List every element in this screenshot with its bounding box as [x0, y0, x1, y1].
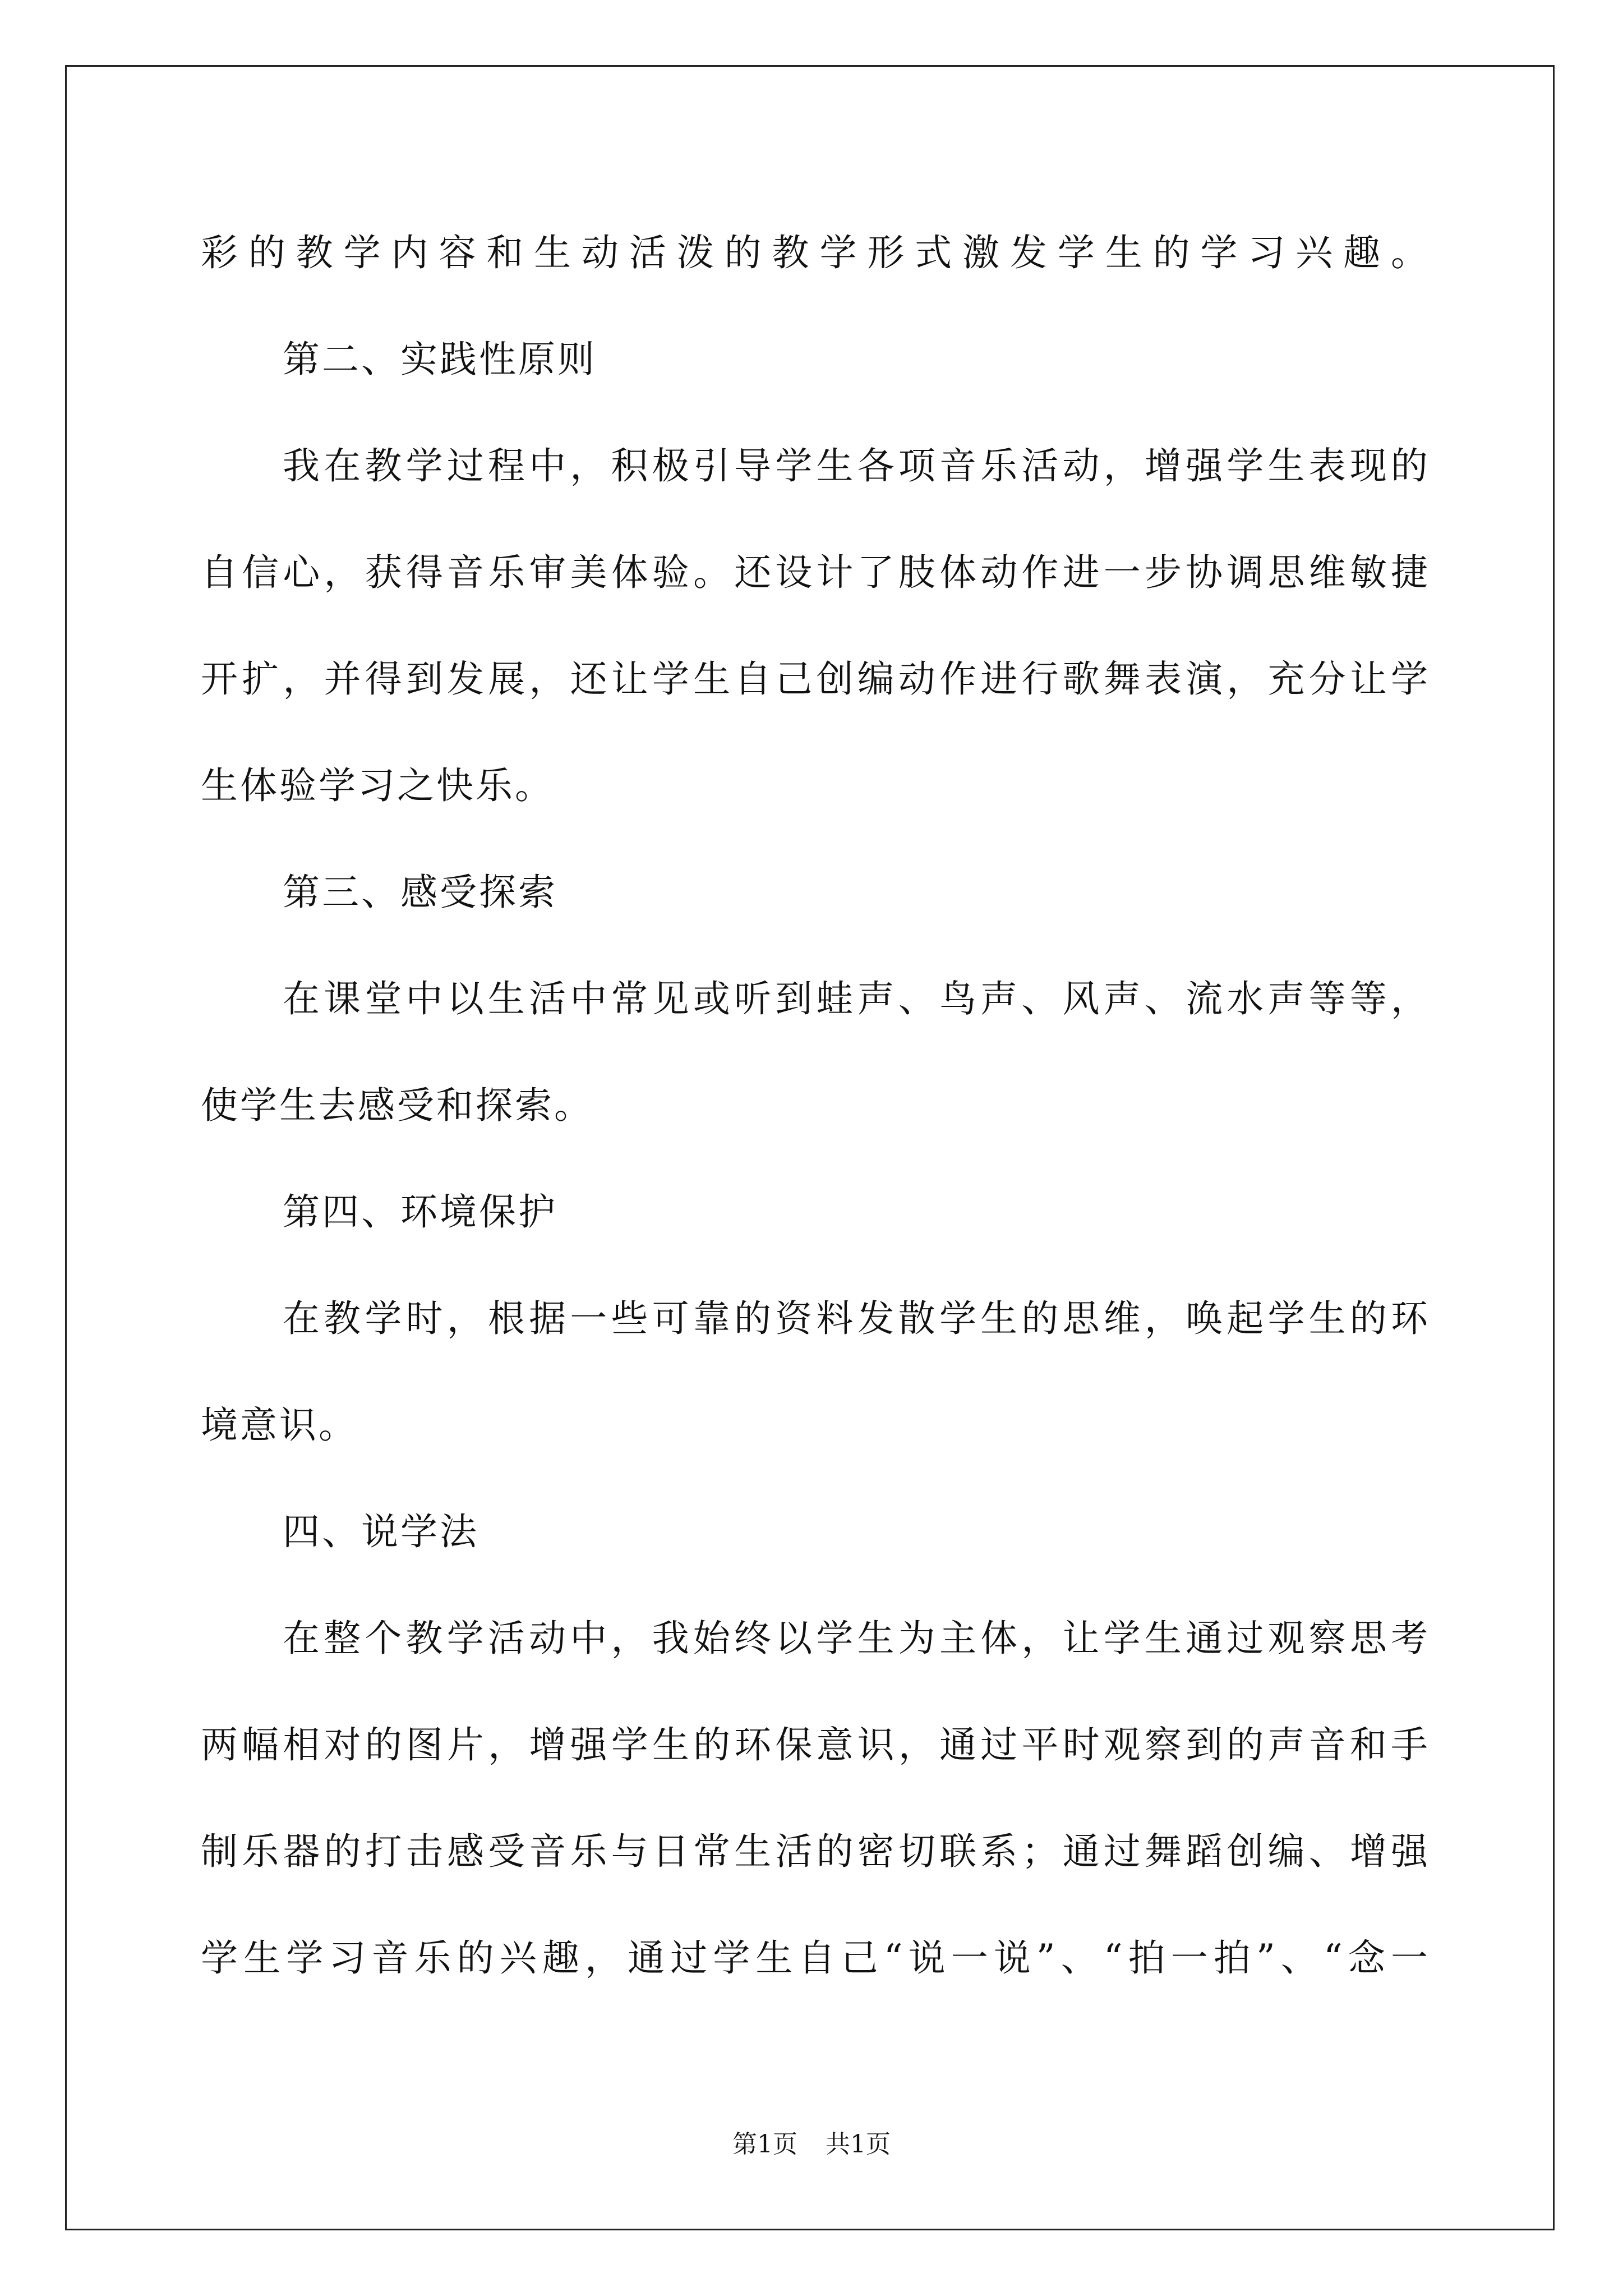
page-footer	[0, 2128, 1623, 2161]
page-number: 第1页	[732, 2130, 797, 2159]
text-line: 境意识。	[201, 1404, 358, 1447]
text-line: 在教学时，根据一些可靠的资料发散学生的思维，唤起学生的环	[283, 1297, 1430, 1340]
text-line: 开扩，并得到发展，还让学生自己创编动作进行歌舞表演，充分让学	[201, 657, 1430, 701]
text-line: 两幅相对的图片，增强学生的环保意识，通过平时观察到的声音和手	[201, 1723, 1430, 1766]
text-line: 制乐器的打击感受音乐与日常生活的密切联系；通过舞蹈创编、增强	[201, 1830, 1430, 1873]
section-heading: 第二、实践性原则	[283, 338, 597, 381]
section-heading: 第四、环境保护	[283, 1190, 557, 1234]
page-total: 共1页	[826, 2130, 891, 2159]
section-heading: 四、说学法	[283, 1510, 479, 1553]
text-line: 生体验学习之快乐。	[201, 764, 554, 807]
text-line: 在整个教学活动中，我始终以学生为主体，让学生通过观察思考	[283, 1617, 1430, 1660]
text-line: 彩的教学内容和生动活泼的教学形式激发学生的学习兴趣。	[201, 231, 1430, 274]
text-line: 学生学习音乐的兴趣，通过学生自己“说一说”、“拍一拍”、“念一	[201, 1936, 1430, 1980]
text-line: 我在教学过程中，积极引导学生各项音乐活动，增强学生表现的	[283, 444, 1430, 487]
text-line: 使学生去感受和探索。	[201, 1084, 593, 1127]
page-border	[65, 65, 1555, 2230]
section-heading: 第三、感受探索	[283, 871, 557, 914]
text-line: 自信心，获得音乐审美体验。还设计了肢体动作进一步协调思维敏捷	[201, 551, 1430, 594]
text-line: 在课堂中以生活中常见或听到蛙声、鸟声、风声、流水声等等，	[283, 977, 1430, 1020]
